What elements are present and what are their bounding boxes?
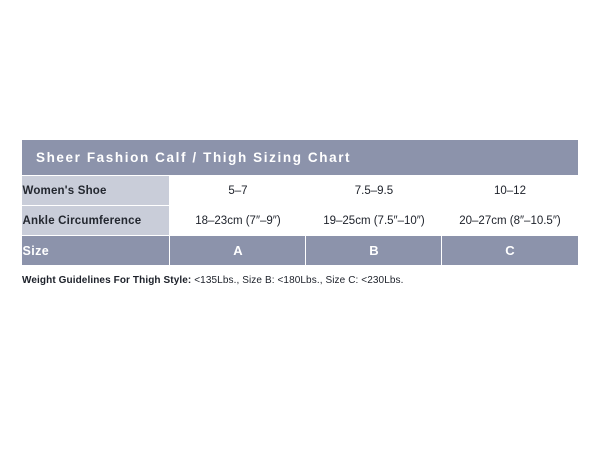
row-label-womens-shoe: Women's Shoe [22,176,170,206]
row-label-size: Size [22,236,170,266]
cell-womens-shoe-a: 5–7 [170,176,306,206]
cell-womens-shoe-c: 10–12 [442,176,578,206]
table-row [22,236,578,266]
row-label-ankle-circumference: Ankle Circumference [22,206,170,236]
weight-guidelines-footnote [22,275,578,288]
cell-ankle-circumference-a: 18–23cm (7″–9″) [170,206,306,236]
table-row [22,206,578,236]
footnote-label: Weight Guidelines For Thigh Style: [22,275,192,286]
cell-ankle-circumference-c: 20–27cm (8″–10.5″) [442,206,578,236]
footnote-text: <135Lbs., Size B: <180Lbs., Size C: <230Lbs. [194,275,404,286]
cell-womens-shoe-b: 7.5–9.5 [306,176,442,206]
sizing-chart-card [10,140,590,288]
table-row [22,176,578,206]
cell-size-b: B [306,236,442,266]
chart-title-row [22,140,578,176]
cell-ankle-circumference-b: 19–25cm (7.5″–10″) [306,206,442,236]
cell-size-a: A [170,236,306,266]
chart-title: Sheer Fashion Calf / Thigh Sizing Chart [22,140,578,176]
sizing-chart-table [21,140,578,266]
cell-size-c: C [442,236,578,266]
